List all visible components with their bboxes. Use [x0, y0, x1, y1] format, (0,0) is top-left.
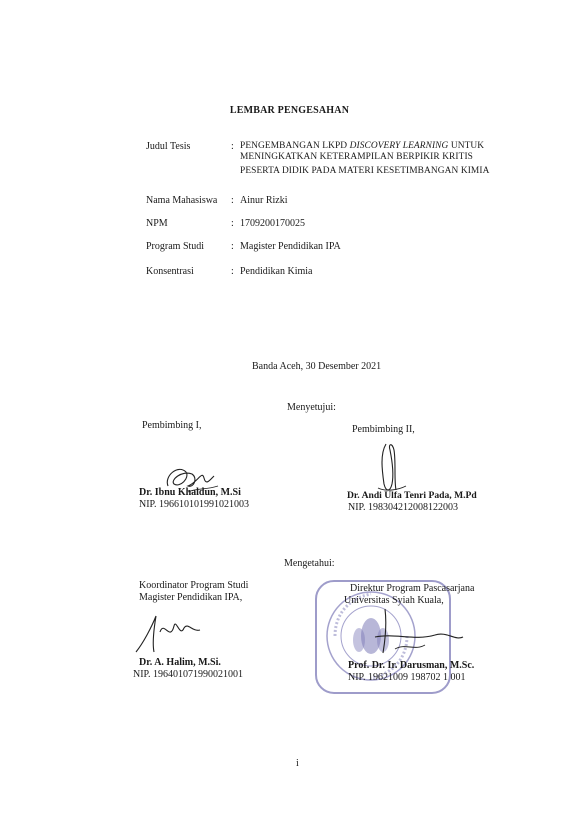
nama-colon: : [231, 195, 234, 206]
director-name: Prof. Dr. Ir. Darusman, M.Sc. [348, 660, 475, 671]
coordinator-role-line2: Magister Pendidikan IPA, [139, 592, 243, 603]
konsentrasi-value: Pendidikan Kimia [240, 266, 313, 277]
director-nip: NIP. 19621009 198702 1 001 [348, 672, 466, 683]
npm-value: 1709200170025 [240, 218, 305, 229]
place-date: Banda Aceh, 30 Desember 2021 [252, 361, 382, 372]
nama-label: Nama Mahasiswa [146, 195, 218, 206]
page-number: i [296, 758, 299, 769]
judul-line-3: PESERTA DIDIK PADA MATERI KESETIMBANGAN KIMIA [240, 166, 490, 176]
judul-colon: : [231, 141, 234, 152]
konsentrasi-label: Konsentrasi [146, 266, 194, 277]
konsentrasi-colon: : [231, 266, 234, 277]
supervisor2-role: Pembimbing II, [352, 424, 415, 435]
director-role-line2: Universitas Syiah Kuala, [344, 595, 444, 606]
page-title: LEMBAR PENGESAHAN [229, 105, 350, 116]
approve-heading: Menyetujui: [287, 402, 336, 413]
prodi-label: Program Studi [146, 241, 205, 252]
prodi-colon: : [231, 241, 234, 252]
director-signature-icon [355, 605, 475, 660]
supervisor1-name: Dr. Ibnu Khaldun, M.Si [139, 487, 241, 498]
supervisor1-role: Pembimbing I, [142, 420, 202, 431]
judul-line-2: MENINGKATKAN KETERAMPILAN BERPIKIR KRITIS [240, 152, 473, 162]
nama-value: Ainur Rizki [240, 195, 288, 206]
coordinator-nip: NIP. 196401071990021001 [133, 669, 244, 680]
judul-line-1-post: UNTUK [448, 141, 485, 151]
judul-line-1-em: DISCOVERY LEARNING [349, 141, 449, 151]
supervisor1-nip: NIP. 196610101991021003 [139, 499, 250, 510]
npm-label: NPM [146, 218, 168, 229]
judul-line-1-pre: PENGEMBANGAN LKPD [240, 141, 350, 151]
coordinator-name: Dr. A. Halim, M.Si. [139, 657, 221, 668]
supervisor2-nip: NIP. 198304212008122003 [348, 502, 459, 513]
coordinator-signature-icon [130, 612, 210, 657]
judul-label: Judul Tesis [146, 141, 191, 152]
director-role-line1: Direktur Program Pascasarjana [350, 583, 475, 594]
coordinator-role-line1: Koordinator Program Studi [139, 580, 249, 591]
acknowledge-heading: Mengetahui: [284, 558, 335, 569]
npm-colon: : [231, 218, 234, 229]
judul-line-1 [240, 141, 484, 152]
supervisor2-name: Dr. Andi Ulfa Tenri Pada, M.Pd [347, 490, 477, 501]
prodi-value: Magister Pendidikan IPA [240, 241, 341, 252]
